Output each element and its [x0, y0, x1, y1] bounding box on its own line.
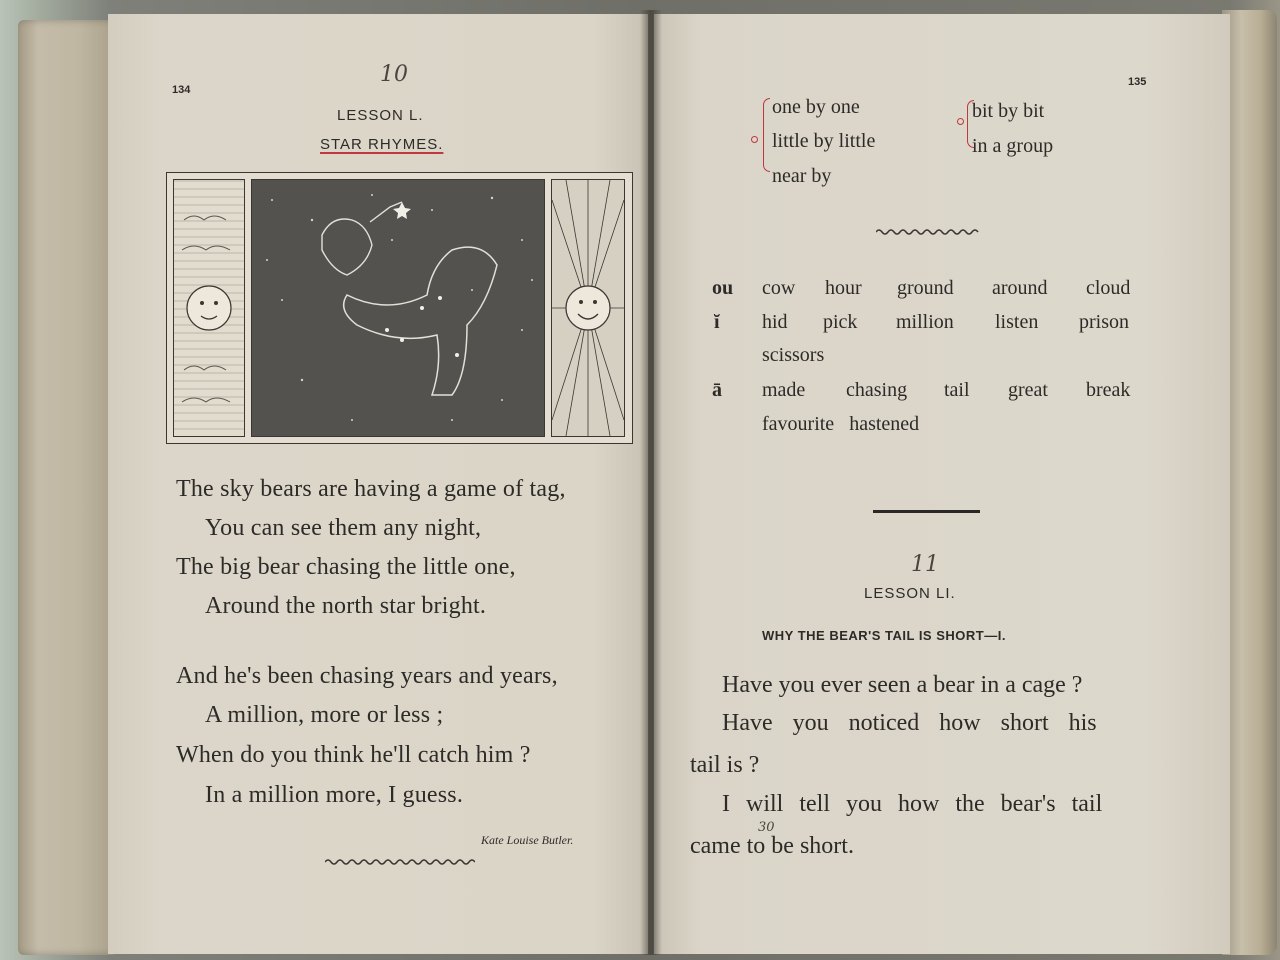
sun-icon	[552, 180, 624, 436]
story-line: came to be short.	[690, 833, 854, 859]
phonics-word: favourite hastened	[762, 413, 920, 435]
poem-line: Around the north star bright.	[205, 593, 487, 619]
poem-line: The sky bears are having a game of tag,	[176, 476, 566, 502]
red-pencil-mark	[751, 136, 758, 143]
left-page-number: 134	[172, 84, 191, 96]
story-line: tail is ?	[690, 752, 760, 778]
handwritten-margin-note: 30	[758, 820, 775, 835]
phonics-word: chasing	[846, 379, 908, 401]
star-illustration	[166, 172, 633, 444]
poem-line: You can see them any night,	[205, 515, 482, 541]
poem-line: The big bear chasing the little one,	[176, 554, 516, 580]
phonics-word: listen	[995, 311, 1039, 333]
poem-line: In a million more, I guess.	[205, 782, 464, 808]
left-book-edge	[18, 20, 118, 955]
poem-author: Kate Louise Butler.	[481, 833, 574, 847]
phrase: in a group	[972, 135, 1054, 157]
right-lesson-subtitle: WHY THE BEAR'S TAIL IS SHORT—I.	[762, 628, 1006, 643]
phrase: near by	[772, 165, 832, 187]
phonics-word: break	[1086, 379, 1131, 401]
red-brace-left	[763, 98, 770, 172]
moon-panel	[173, 179, 245, 437]
phonics-word: tail	[944, 379, 970, 401]
right-lesson-title: LESSON LI.	[864, 585, 956, 602]
left-lesson-title: LESSON L.	[337, 107, 424, 124]
phonics-word: cow	[762, 277, 796, 299]
story-line: Have you noticed how short his	[722, 710, 1097, 736]
phonics-word: great	[1008, 379, 1048, 401]
book-gutter	[640, 10, 662, 955]
right-handwritten-number: 11	[911, 552, 939, 577]
phonics-word: pick	[823, 311, 858, 333]
phonics-sound: ā	[712, 379, 722, 401]
phrase: bit by bit	[972, 100, 1045, 122]
phonics-word: million	[896, 311, 954, 333]
phonics-word: prison	[1079, 311, 1129, 333]
phonics-word: hid	[762, 311, 788, 333]
phonics-word: made	[762, 379, 806, 401]
phonics-word: cloud	[1086, 277, 1131, 299]
right-book-edge	[1222, 10, 1277, 955]
sun-panel	[551, 179, 625, 437]
phonics-word: scissors	[762, 344, 825, 366]
phonics-sound: ou	[712, 277, 734, 299]
left-handwritten-number: 10	[380, 62, 408, 87]
moon-icon	[174, 180, 244, 436]
section-rule	[873, 510, 980, 513]
phonics-word: ground	[897, 277, 954, 299]
poem-line: And he's been chasing years and years,	[176, 663, 558, 689]
poem-line: When do you think he'll catch him ?	[176, 742, 531, 768]
left-ornament-divider	[325, 858, 475, 866]
phrase: little by little	[772, 130, 876, 152]
story-line: I will tell you how the bear's tail	[722, 791, 1103, 817]
constellation-bears-icon	[252, 180, 544, 436]
right-ornament-divider	[876, 228, 982, 236]
phonics-word: around	[992, 277, 1048, 299]
right-page-number: 135	[1128, 76, 1147, 88]
phonics-word: hour	[825, 277, 862, 299]
phonics-sound: ĭ	[714, 311, 720, 333]
story-line: Have you ever seen a bear in a cage ?	[722, 672, 1083, 698]
red-pencil-mark	[957, 118, 964, 125]
night-sky-panel	[251, 179, 545, 437]
left-lesson-subtitle: STAR RHYMES.	[320, 136, 444, 153]
poem-line: A million, more or less ;	[205, 702, 444, 728]
phrase: one by one	[772, 96, 860, 118]
